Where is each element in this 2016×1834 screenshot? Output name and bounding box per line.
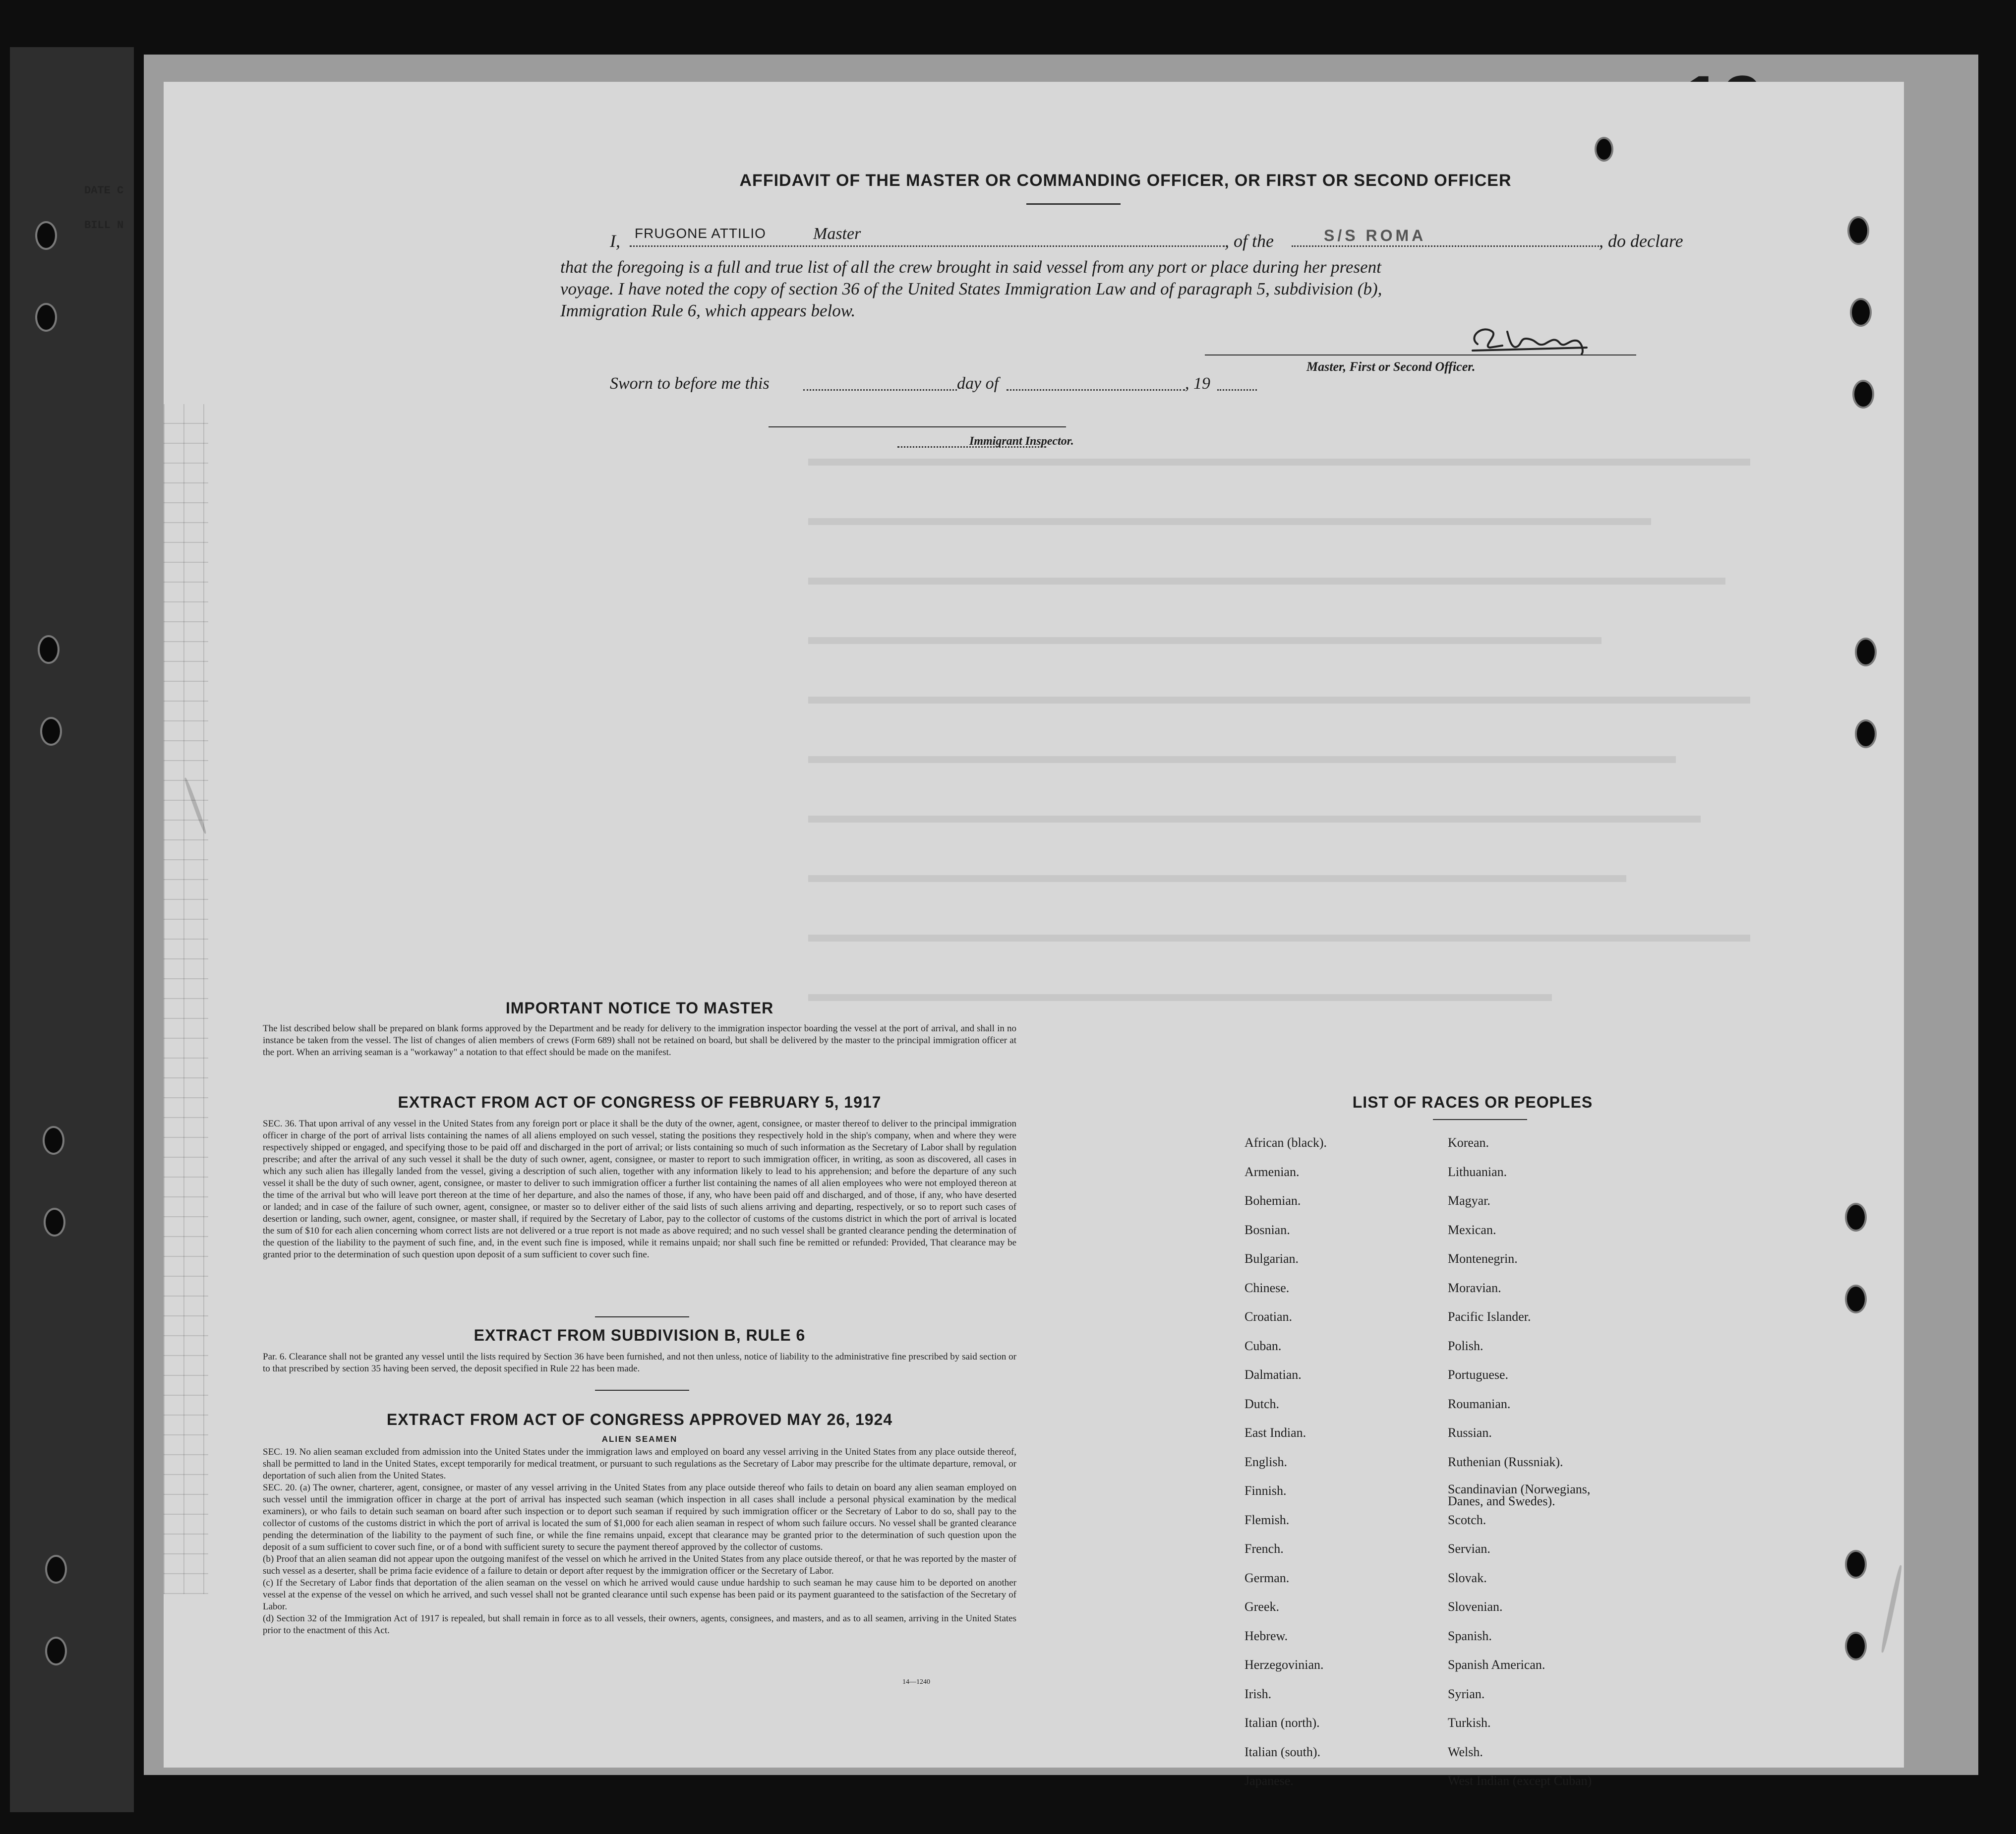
race-item: Korean.	[1448, 1135, 1489, 1150]
race-item: Croatian.	[1245, 1309, 1293, 1324]
notice-title: IMPORTANT NOTICE TO MASTER	[505, 999, 774, 1017]
extract-1924-sec20a: SEC. 20. (a) The owner, charterer, agent, consignee, or master of any vessel arriving in the United States from any place outside thereof who fails to detain on board any alien seaman employed on such vessel until the immigration officer in charge at the port of arrival has inspected such seaman (which inspection in all cases shall include a personal physical examination by the medical examiners), or who fails to detain such seaman on board after such inspection or to deport such seaman if required by such immigration officer or the Secretary of Labor to do so, shall pay to the collector of customs of the customs district in which the port of arrival is located the sum of $1,000 for each alien seaman in respect of whom such failure occurs. No vessel shall be granted clearance pending the determination of the liability to the payment of such fine, or while the fine remains unpaid, except that clearance may be granted prior to the determination of such question upon the deposit of a sum sufficient to cover such fine, or of a bond with sufficient surety to secure the payment thereof approved by the collector of customs.	[263, 1482, 1016, 1552]
bleed-through-row	[808, 816, 1701, 823]
race-item: German.	[1245, 1570, 1290, 1585]
back-sheet-stub-line: BILL N	[84, 219, 124, 232]
binder-hole	[1847, 1205, 1865, 1230]
race-item: Flemish.	[1245, 1512, 1290, 1527]
race-item: Slovak.	[1448, 1570, 1487, 1585]
race-item: Welsh.	[1448, 1744, 1483, 1759]
graph-paper-margin	[164, 404, 208, 1594]
race-item: Italian (north).	[1245, 1716, 1320, 1730]
races-list-right	[1448, 1135, 1706, 1803]
affidavit-body-line: voyage. I have noted the copy of section 36 of the United States Immigration Law and of paragraph 5, subdivision (b),	[560, 279, 1382, 298]
binder-hole	[45, 1128, 62, 1153]
race-item: Portuguese.	[1448, 1367, 1509, 1382]
binder-hole	[1849, 218, 1867, 243]
race-item: Japanese.	[1245, 1774, 1294, 1788]
bleed-through-row	[808, 578, 1725, 585]
extract-1924-sec20c: (c) If the Secretary of Labor finds that deportation of the alien seaman on the vessel on which he arrived would cause undue hardship to such seaman he may cause him to be deported on another vessel at the expense of the vessel on which he arrived, and such vessel shall not be granted clearance until such expense has been paid or its payment guaranteed to the satisfaction of the Secretary of Labor.	[263, 1578, 1016, 1612]
master-role-field: Master	[813, 225, 861, 243]
binder-hole	[1857, 640, 1875, 664]
race-item: Dalmatian.	[1245, 1367, 1302, 1382]
binder-hole	[37, 305, 55, 330]
binder-hole	[47, 1557, 65, 1582]
race-item: Cuban.	[1245, 1338, 1282, 1353]
affidavit-body-line: that the foregoing is a full and true list of all the crew brought in said vessel from any port or place during her present	[560, 257, 1381, 277]
binder-hole	[1854, 382, 1872, 407]
extract-1924-title: EXTRACT FROM ACT OF CONGRESS APPROVED MAY 26, 1924	[386, 1411, 893, 1428]
sworn-year-line	[1217, 389, 1257, 391]
binder-hole	[40, 637, 58, 662]
form-number: 14—1240	[902, 1678, 930, 1686]
race-item: Slovenian.	[1448, 1599, 1503, 1614]
race-item: Russian.	[1448, 1425, 1492, 1440]
race-item: Turkish.	[1448, 1716, 1491, 1730]
bleed-through-row	[808, 697, 1750, 704]
race-item: Italian (south).	[1245, 1744, 1321, 1759]
race-item: West Indian (except Cuban)	[1448, 1774, 1592, 1788]
signature-caption: Master, First or Second Officer.	[1306, 359, 1476, 374]
day-of-label: day of	[957, 374, 999, 393]
race-item: Scandinavian (Norwegians, Danes, and Swedes).	[1448, 1482, 1591, 1508]
races-title: LIST OF RACES OR PEOPLES	[1352, 1093, 1593, 1111]
bleed-through-row	[808, 637, 1601, 644]
extract-1924-body	[263, 1446, 1016, 1637]
race-item: Bulgarian.	[1245, 1251, 1299, 1266]
race-item: French.	[1245, 1541, 1284, 1556]
race-item: Magyar.	[1448, 1193, 1490, 1208]
sworn-month-line	[1007, 389, 1185, 391]
race-item: Servian.	[1448, 1541, 1490, 1556]
race-item: Dutch.	[1245, 1396, 1280, 1411]
year-label: , 19	[1185, 374, 1210, 393]
race-item: Ruthenian (Russniak).	[1448, 1454, 1563, 1469]
extract-1924-sec20d: (d) Section 32 of the Immigration Act of 1917 is repealed, but shall remain in force as to all vessels, their owners, agents, consignees, and masters, and as to all seamen, arriving in the United States prior to the enactment of this Act.	[263, 1613, 1016, 1636]
race-item: Mexican.	[1448, 1222, 1496, 1237]
binder-hole	[42, 719, 60, 744]
extract-1924-subtitle: ALIEN SEAMEN	[601, 1434, 678, 1444]
extract-1924-sec20b: (b) Proof that an alien seaman did not appear upon the outgoing manifest of the vessel on which he arrived in the United States from any place outside thereof, or that he was reported by the master of such vessel as a deserter, shall be prima facie evidence of a failure to detain or deport after request by the immigration officer or the Secretary of Labor.	[263, 1554, 1016, 1576]
sworn-day-line	[803, 389, 957, 391]
race-item: Irish.	[1245, 1686, 1272, 1701]
race-item: English.	[1245, 1454, 1287, 1469]
extract-rule6-title: EXTRACT FROM SUBDIVISION B, RULE 6	[474, 1326, 806, 1344]
races-divider	[1433, 1119, 1527, 1120]
affidavit-i-label: I,	[610, 231, 620, 251]
race-item: Moravian.	[1448, 1280, 1501, 1295]
bleed-through-row	[808, 756, 1676, 763]
back-sheet-stub-line: DATE C	[84, 184, 124, 197]
race-item: Roumanian.	[1448, 1396, 1511, 1411]
affidavit-page	[164, 82, 1904, 1788]
race-item: Armenian.	[1245, 1164, 1300, 1179]
race-item: Bohemian.	[1245, 1193, 1301, 1208]
bleed-through-row	[808, 875, 1626, 882]
extract-1924-sec19: SEC. 19. No alien seaman excluded from admission into the United States under the immigration laws and employed on board any vessel arriving in the United States from any place outside thereof, shall be permitted to land in the United States, except temporarily for medical treatment, or pursuant to such regulations as the Secretary of Labor may prescribe for the ultimate departure, removal, or deportation of such alien from the United States.	[263, 1447, 1016, 1481]
bleed-through-row	[808, 935, 1750, 942]
race-item: Spanish.	[1448, 1628, 1492, 1643]
officer-signature	[1463, 322, 1601, 356]
binder-hole	[46, 1210, 63, 1235]
extract-1917-body: SEC. 36. That upon arrival of any vessel in the United States from any foreign port or place it shall be the duty of the owner, agent, consignee, or master thereof to deliver to the principal immigration officer in charge of the port of arrival lists containing the names of all aliens employed on such vessel, stating the positions they respectively hold in the ship's company, when and where they were respectively shipped or engaged, and specifying those to be paid off and discharged in the port of arrival; or lists containing so much of such information as the Secretary of Labor shall by regulation prescribe; and after the arrival of any such vessel it shall be the duty of such owner, agent, consignee, or master to report to such immigration officer, in writing, as soon as discovered, all cases in which any such alien has illegally landed from the vessel, giving a description of such alien, together with any information likely to lead to his apprehension; and before the departure of any such vessel it shall be the duty of such owner, agent, consignee, or master to deliver to such immigration officer a further list containing the names of all alien employees who were not employed thereon at the time of the arrival but who will leave port thereon at the time of her departure, and also the names of those, if any, who have been paid off and discharged, and of those, if any, who have deserted or landed; and in case of the failure of such owner, agent, consignee, or master so to deliver either of the said lists of such aliens arriving and departing, respectively, or so to report such cases of desertion or landing, such owner, agent, consignee, or master shall, if required by the Secretary of Labor, pay to the collector of customs of the customs district in which the port of arrival is located the sum of $10 for each alien concerning whom correct lists are not delivered or a true report is not made as above required; and no such vessel shall be granted clearance pending the determination of the question of the liability to the payment of such fine, and, in the event such fine is imposed, while it remains unpaid; nor shall such fine be remitted or refunded: Provided, That clearance may be granted prior to the determination of such question upon deposit of a sum sufficient to cover such fine.	[263, 1119, 1016, 1260]
race-item: Lithuanian.	[1448, 1164, 1507, 1179]
notice-body: The list described below shall be prepared on blank forms approved by the Department and be ready for delivery to the immigration inspector boarding the vessel at the port of arrival, and shall in no instance be taken from the vessel. The list of changes of alien members of crews (Form 689) shall not be retained on board, but shall be delivered by the master to the principal immigration officer at the port. When an arriving seaman is a "workaway" a notation to that effect should be made on the manifest.	[263, 1023, 1016, 1058]
race-item: Montenegrin.	[1448, 1251, 1518, 1266]
section-divider	[595, 1316, 689, 1317]
affidavit-title: AFFIDAVIT OF THE MASTER OR COMMANDING OFFICER, OR FIRST OR SECOND OFFICER	[739, 171, 1512, 190]
bleed-through-row	[808, 459, 1750, 466]
master-name-line	[630, 245, 1225, 247]
binder-hole	[47, 1639, 65, 1663]
vessel-name-line	[1292, 245, 1599, 247]
extract-1917-title: EXTRACT FROM ACT OF CONGRESS OF FEBRUARY 5, 1917	[398, 1093, 882, 1111]
binder-hole	[1847, 1634, 1865, 1658]
binder-hole	[1847, 1287, 1865, 1311]
race-item: Syrian.	[1448, 1686, 1485, 1701]
inspector-caption: Immigrant Inspector.	[969, 435, 1074, 448]
race-item: Scotch.	[1448, 1512, 1486, 1527]
sworn-label: Sworn to before me this	[610, 374, 770, 393]
title-divider	[1026, 203, 1121, 205]
race-item: Spanish American.	[1448, 1657, 1545, 1672]
extract-rule6-body: Par. 6. Clearance shall not be granted any vessel until the lists required by Section 36 have been furnished, and not then unless, notice of liability to the administrative fine prescribed by said section or to that prescribed by section 35 having been served, the deposit specified in Rule 22 has been made.	[263, 1352, 1016, 1374]
race-item: Pacific Islander.	[1448, 1309, 1531, 1324]
affidavit-body-line: Immigration Rule 6, which appears below.	[560, 301, 856, 320]
section-divider	[595, 1390, 689, 1391]
race-item: Greek.	[1245, 1599, 1280, 1614]
race-item: Herzegovinian.	[1245, 1657, 1324, 1672]
inspector-signature-line	[769, 426, 1066, 427]
race-item: Polish.	[1448, 1338, 1483, 1353]
back-sheet-stub	[84, 174, 159, 332]
do-declare-label: , do declare	[1599, 231, 1683, 251]
race-item: East Indian.	[1245, 1425, 1306, 1440]
master-name-field: FRUGONE ATTILIO	[635, 226, 766, 241]
race-item: Chinese.	[1245, 1280, 1290, 1295]
of-the-label: , of the	[1225, 231, 1274, 251]
binder-hole	[1852, 300, 1870, 325]
race-item: Finnish.	[1245, 1483, 1287, 1498]
race-item: Hebrew.	[1245, 1628, 1288, 1643]
pencil-mark	[1880, 1565, 1903, 1653]
vessel-name-field: S/S ROMA	[1324, 227, 1426, 244]
binder-hole	[1847, 1552, 1865, 1577]
binder-hole	[1597, 139, 1611, 160]
race-item: African (black).	[1245, 1135, 1327, 1150]
race-item: Bosnian.	[1245, 1222, 1290, 1237]
binder-hole	[37, 223, 55, 248]
bleed-through-row	[808, 518, 1651, 525]
binder-hole	[1857, 721, 1875, 746]
